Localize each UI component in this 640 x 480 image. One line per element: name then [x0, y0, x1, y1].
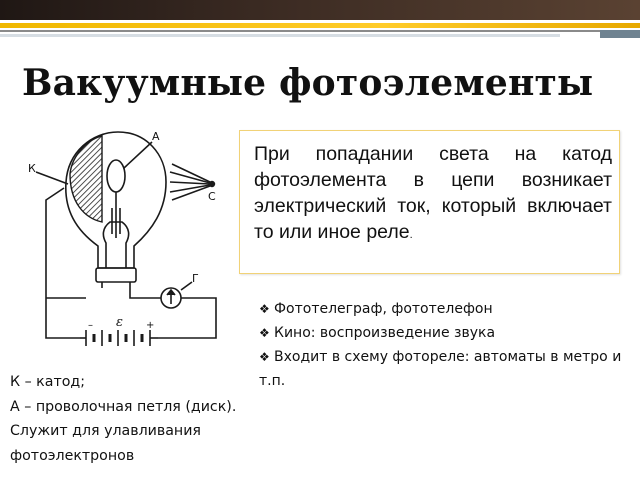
- label-emf: ε: [116, 315, 123, 330]
- light-stripe: [0, 34, 560, 37]
- slide-title: Вакуумные фотоэлементы: [22, 62, 594, 104]
- legend-line: А – проволочная петля (диск).: [10, 398, 237, 415]
- bulb-base: [96, 268, 136, 282]
- list-item-text: Кино: воспроизведение звука: [274, 325, 496, 341]
- info-text-period: .: [409, 229, 413, 241]
- anode-loop: [107, 160, 125, 192]
- list-item-text: Фототелеграф, фототелефон: [274, 301, 493, 317]
- diamond-bullet-icon: ❖: [259, 350, 270, 364]
- info-text-body: При попадании света на катод фотоэлемента в цепи возникает электрический ток, который включает то или иное реле: [254, 143, 612, 243]
- label-cathode: К: [28, 162, 36, 175]
- label-minus: –: [88, 320, 93, 331]
- diamond-bullet-icon: ❖: [259, 326, 270, 340]
- label-anode: А: [152, 130, 160, 143]
- application-list: [259, 297, 629, 393]
- header-band: [0, 0, 640, 20]
- legend-line: К – катод;: [10, 374, 85, 390]
- battery: [80, 330, 158, 346]
- accent-stripes: [0, 20, 640, 38]
- corner-block: [600, 30, 640, 38]
- list-item: [259, 321, 629, 345]
- list-item: [259, 297, 629, 321]
- list-item-text: Входит в схему фотореле: автоматы в метро и т.п.: [259, 349, 622, 389]
- diagram-legend: [10, 370, 270, 468]
- photocell-diagram: [6, 118, 238, 368]
- gray-stripe: [0, 30, 600, 32]
- legend-line: Служит для улавливания: [10, 423, 201, 439]
- info-text: [254, 141, 612, 248]
- cathode-layer: [70, 136, 102, 222]
- label-plus: +: [146, 320, 155, 331]
- list-item: [259, 345, 629, 393]
- legend-line: фотоэлектронов: [10, 447, 135, 464]
- gold-stripe: [0, 23, 640, 28]
- diamond-bullet-icon: ❖: [259, 302, 270, 316]
- label-light-source: С: [208, 190, 216, 203]
- label-galvanometer: Г: [192, 272, 199, 285]
